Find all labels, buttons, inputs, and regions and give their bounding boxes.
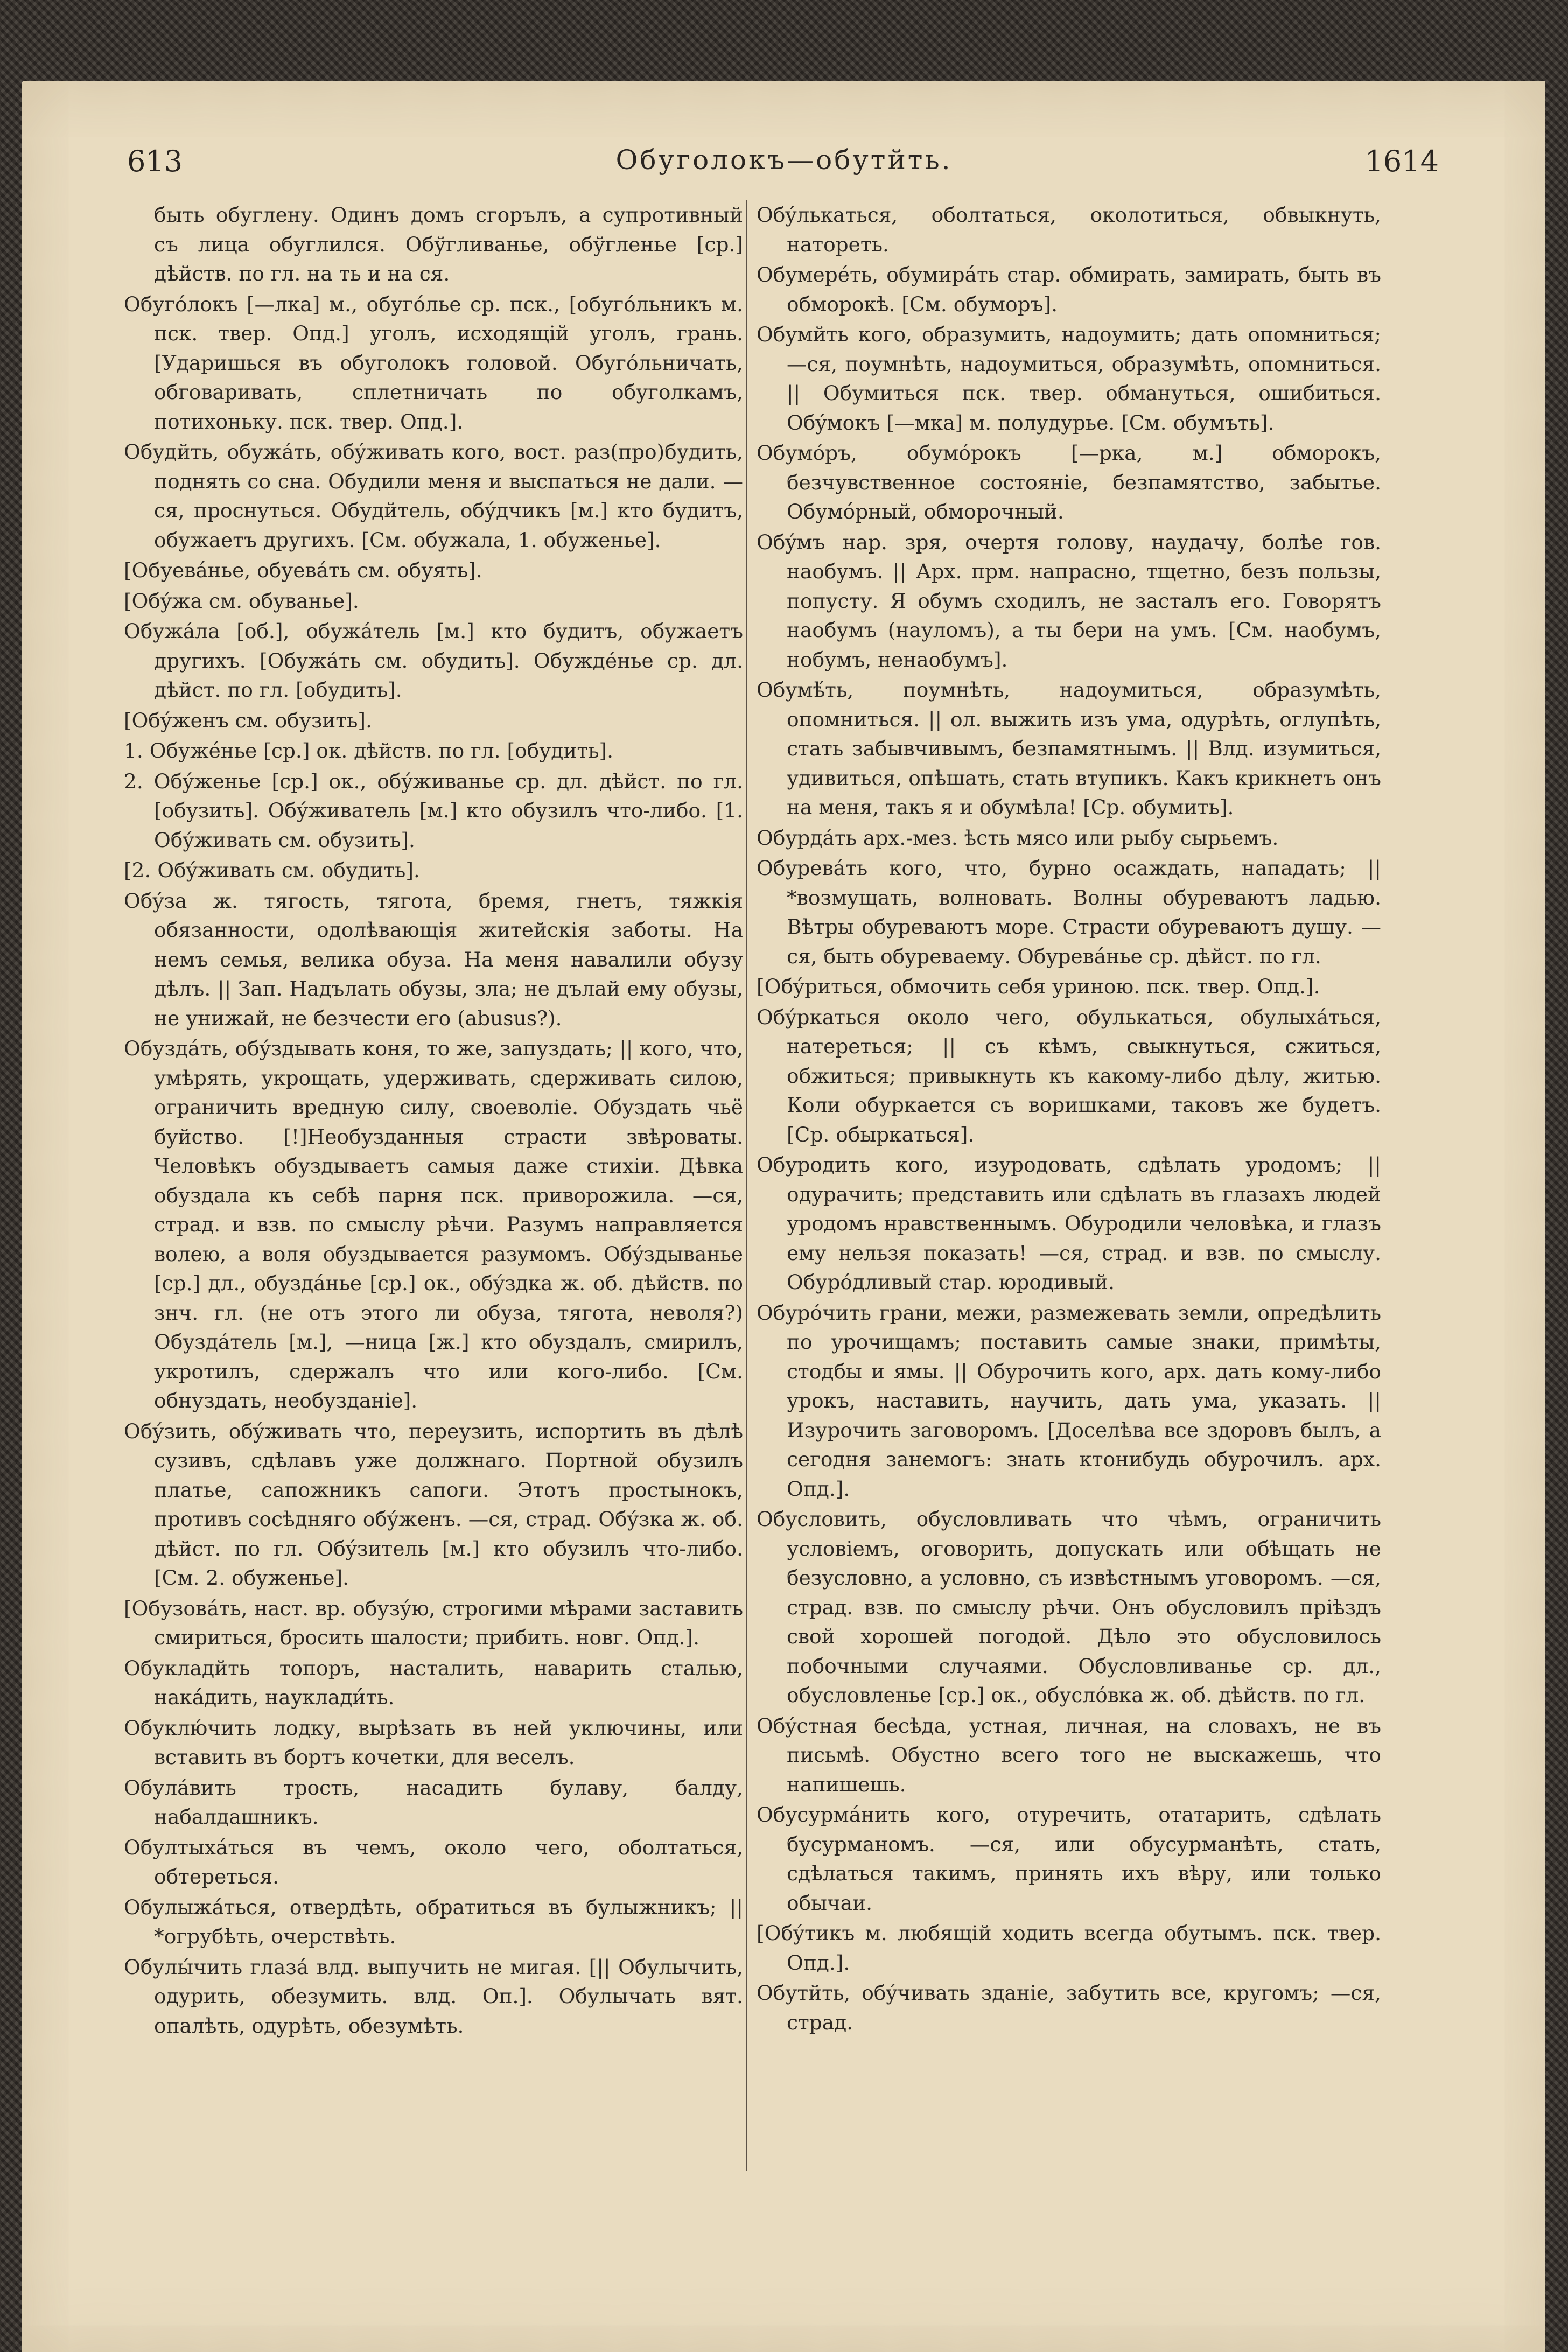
dictionary-entry: Обугóлокъ [—лка] м., обугóлье ср. пск., [обугóльникъ м. пск. твер. Опд.] уголъ, исходящій уголъ, грань. [Ударишься въ обуголокъ головой. Обугóльничать, обговаривать, сплетничать по обуголкамъ, потихоньку. пск. твер. Опд.]. xyxy=(124,292,743,433)
right-column xyxy=(757,200,1381,2038)
dictionary-entry: 2. Обýженье [ср.] ок., обýживанье ср. дл. дѣйст. по гл. [обузить]. Обýживатель [м.] кто обузилъ что-либо. [1. Обýживать см. обузить]. xyxy=(124,769,743,852)
dictionary-entry: [Обýжа см. обуванье]. xyxy=(124,589,359,613)
dictionary-entry: [Обýриться, обмочить себя уриною. пск. твер. Опд.]. xyxy=(757,975,1320,998)
column-divider xyxy=(746,200,747,2171)
dictionary-entry: Обýлькаться, оболтаться, околотиться, обвыкнуть, натореть. xyxy=(757,203,1381,256)
dictionary-entry: Обýстная бесѣда, устная, личная, на словахъ, не въ письмѣ. Обустно всего того не выскажешь, что напишешь. xyxy=(757,1713,1381,1796)
dictionary-entry: Обусловить, обусловливать что чѣмъ, ограничить условіемъ, оговорить, допускать или обѣщать не безусловно, а условно, съ извѣстнымъ уговоромъ. —ся, страд. взв. по смыслу рѣчи. Онъ обусловилъ пріѣздъ свой хорошей погодой. Дѣло это обусловилось побочными случаями. Обусловливанье ср. дл., обусловленье [ср.] ок., обуслóвка ж. об. дѣйств. по гл. xyxy=(757,1507,1381,1707)
left-page-number: 613 xyxy=(127,144,183,178)
dictionary-entry: Обумѣ́ть, поумнѣть, надоумиться, образумѣть, опомниться. || ол. выжить изъ ума, одурѣть, оглупѣть, стать забывчивымъ, безпамятнымъ. || Влд. изумиться, удивиться, опѣшать, стать втупикъ. Какъ крикнетъ онъ на меня, такъ я и обумѣла! [Ср. обумить]. xyxy=(757,678,1381,819)
dictionary-entry: Обýза ж. тягость, тягота, бремя, гнетъ, тяжкія обязанности, одолѣвающія житейскія заботы. На немъ семья, велика обуза. На меня навалили обузу дѣлъ. || Зап. Надълать обузы, зла; не дълай ему обузы, не унижай, не безчести его (abusus?). xyxy=(124,888,743,1030)
dictionary-entry: Обужáла [об.], обужáтель [м.] кто будитъ, обужаетъ другихъ. [Обужáть см. обудить]. Обуждéнье ср. дл. дѣйст. по гл. [обудить]. xyxy=(124,619,743,702)
running-title: Обугoлокъ—обутйть. xyxy=(615,144,953,176)
dictionary-entry: Обумóръ, обумóрокъ [—рка, м.] обморокъ, безчувственное состояніе, безпамятство, забытье. Обумóрный, обморочный. xyxy=(757,441,1381,523)
dictionary-entry: Обуздáть, обýздывать коня, то же, запуздать; || кого, что, умѣрять, укрощать, удерживать, сдерживать силою, ограничить вредную силу, своеволіе. Обуздать чьё буйство. [!]Необузданныя страсти звѣроваты. Человѣкъ обуздываетъ самыя даже стихіи. Дѣвка обуздала къ себѣ парня пск. приворожила. —ся, страд. и взв. по смыслу рѣчи. Разумъ направляется волею, а воля обуздывается разумомъ. Обýздыванье [ср.] дл., обуздáнье [ср.] ок., обýздка ж. об. дѣйств. по знч. гл. (не отъ этого ли обуза, тягота, неволя?) Обуздáтель [м.], —ница [ж.] кто обуздалъ, смирилъ, укротилъ, сдержалъ что или кого-либо. [См. обнуздать, необузданіе]. xyxy=(124,1037,743,1412)
dictionary-entry: быть обуглену. Одинъ домъ сгорълъ, а супротивный съ лица обуглился. Обўгливанье, обўгленье [ср.] дѣйств. по гл. на ть и на ся. xyxy=(154,203,743,285)
dictionary-entry: Обурóчить грани, межи, размежевать земли, опредѣлить по урочищамъ; поставить самые знаки, примѣты, стодбы и ямы. || Обурочить кого, арх. дать кому-либо урокъ, наставить, научить, дать ума, указать. || Изурочить заговоромъ. [Доселѣва все здоровъ былъ, а сегодня занемогъ: знать ктонибудь обурочилъ. арх. Опд.]. xyxy=(757,1300,1381,1501)
dictionary-entry: Обуродить кого, изуродовать, сдѣлать уродомъ; || одурачить; представить или сдѣлать въ глазахъ людей уродомъ нравственнымъ. Обуродили человѣка, и глазъ ему нельзя показать! —ся, страд. и взв. по смыслу. Обурóдливый стар. юродивый. xyxy=(757,1153,1381,1294)
right-page-number: 1614 xyxy=(1364,144,1439,178)
dictionary-entry: Обуклю́чить лодку, вырѣзать въ ней уключины, или вставить въ бортъ кочетки, для веселъ. xyxy=(124,1716,743,1769)
dictionary-entry: [Обýженъ см. обузить]. xyxy=(124,708,372,732)
dictionary-entry: [Обузовáть, наст. вр. обузýю, строгими мѣрами заставить смириться, бросить шалости; прибить. новг. Опд.]. xyxy=(124,1596,743,1649)
dictionary-entry: Обýзить, обýживать что, переузить, испортить въ дѣлѣ сузивъ, сдѣлавъ уже должнаго. Портной обузилъ платье, сапожникъ сапоги. Этотъ простынокъ, противъ сосѣдняго обýженъ. —ся, страд. Обýзка ж. об. дѣйст. по гл. Обýзитель [м.] кто обузилъ что-либо. [См. 2. обуженье]. xyxy=(124,1419,743,1590)
left-column xyxy=(124,200,743,2041)
dictionary-entry: Обулáвить трость, насадить булаву, балду, набалдашникъ. xyxy=(124,1775,743,1829)
page-header xyxy=(0,144,1568,187)
dictionary-entry: Обуревáть кого, что, бурно осаждать, нападать; || *возмущать, волновать. Волны обуреваютъ ладью. Вѣтры обуреваютъ море. Страсти обуреваютъ душу. —ся, быть обуреваему. Обуревáнье ср. дѣйст. по гл. xyxy=(757,856,1381,968)
dictionary-entry: Обулы́чить глазá влд. выпучить не мигая. [|| Обулычить, одурить, обезумить. влд. Оп.]. Обулычать вят. опалѣть, одурѣть, обезумѣть. xyxy=(124,1955,743,2038)
dictionary-entry: Обусурмáнить кого, отуречить, отатарить, сдѣлать бусурманомъ. —ся, или обусурманѣть, стать, сдѣлаться такимъ, принять ихъ вѣру, или только обычаи. xyxy=(757,1803,1381,1915)
dictionary-entry: Обýмъ нар. зря, очертя голову, наудачу, болѣе гов. наобумъ. || Арх. прм. напрасно, тщетно, безъ пользы, попусту. Я обумъ сходилъ, не засталъ его. Говорятъ наобумъ (науломъ), а ты бери на умъ. [См. наобумъ, нобумъ, ненаобумъ]. xyxy=(757,530,1381,671)
dictionary-entry: Обумерéть, обумирáть стар. обмирать, замирать, быть въ обморокѣ. [См. обуморъ]. xyxy=(757,263,1381,316)
dictionary-entry: Обултыхáться въ чемъ, около чего, оболтаться, обтереться. xyxy=(124,1835,743,1888)
dictionary-entry: Обукладйть топоръ, насталить, наварить сталью, нака́дить, науклади́ть. xyxy=(124,1656,743,1709)
dictionary-entry: Обудйть, обужáть, обýживать кого, вост. раз(про)будить, поднять со сна. Обудили меня и выспаться не дали. —ся, проснуться. Обудйтель, обýдчикъ [м.] кто будитъ, обужаетъ другихъ. [См. обужала, 1. обуженье]. xyxy=(124,440,743,552)
dictionary-entry: [2. Обýживать см. обудить]. xyxy=(124,858,420,882)
dictionary-entry: Обутйть, обýчивать зданіе, забутить все, кругомъ; —ся, страд. xyxy=(757,1981,1381,2034)
dictionary-entry: [Обуевáнье, обуевáть см. обуять]. xyxy=(124,558,482,582)
dictionary-entry: Обурдáть арх.-мез. ѣсть мясо или рыбу сырьемъ. xyxy=(757,825,1279,850)
dictionary-entry: 1. Обужéнье [ср.] ок. дѣйств. по гл. [обудить]. xyxy=(124,739,614,762)
dictionary-entry: Обумйть кого, образумить, надоумить; дать опомниться; —ся, поумнѣть, надоумиться, образумѣть, опомниться. || Обумиться пск. твер. обмануться, ошибиться. Обýмокъ [—мка] м. полудурье. [См. обумъть]. xyxy=(757,323,1381,435)
dictionary-entry: Обýркаться около чего, обулькаться, обулыхáться, натереться; || съ кѣмъ, свыкнуться, сжиться, обжиться; привыкнуть къ какому-либо дѣлу, житью. Коли обуркается съ воришками, таковъ же будетъ. [Ср. обыркаться]. xyxy=(757,1005,1381,1146)
dictionary-entry: Обулыжáться, отвердѣть, обратиться въ булыжникъ; || *огрубѣть, очерствѣть. xyxy=(124,1895,743,1948)
dictionary-entry: [Обýтикъ м. любящій ходить всегда обутымъ. пск. твер. Опд.]. xyxy=(757,1921,1381,1975)
